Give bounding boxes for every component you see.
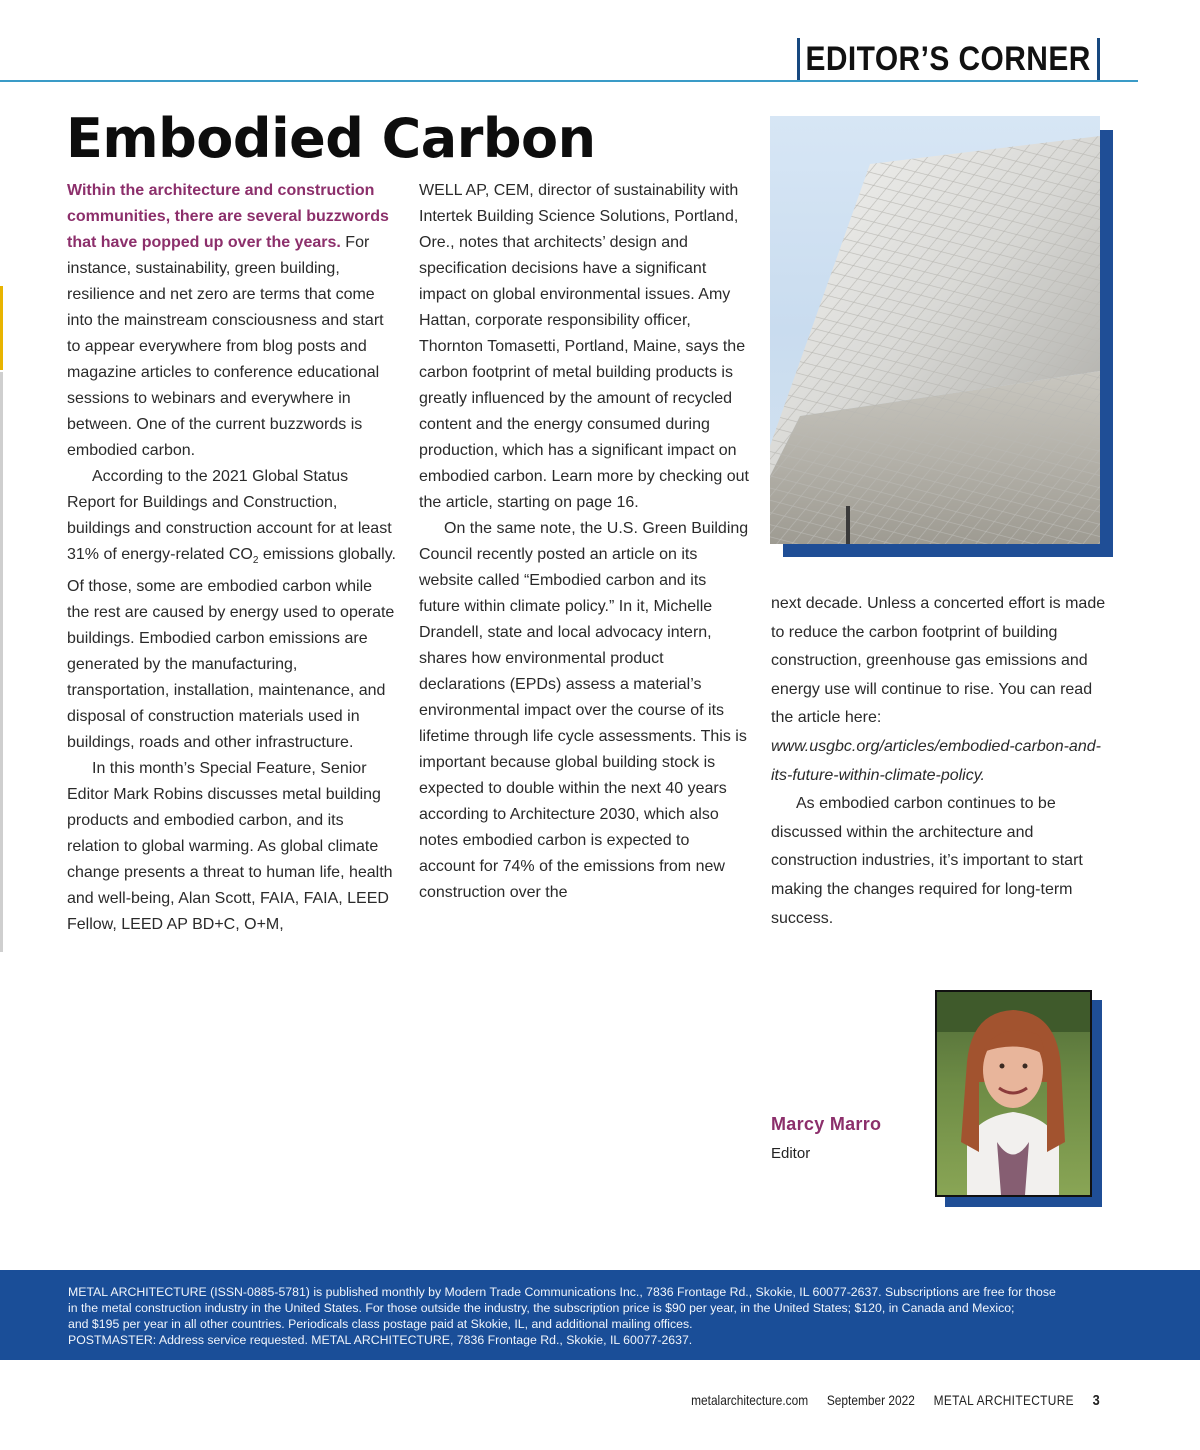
article-column-2 bbox=[419, 178, 749, 906]
paragraph-global-status: According to the 2021 Global Status Report for Buildings and Construction, buildings and construction account for at least 31% of energy-related $CO_2$ emissions globally. Of those, some are embodied carbon while the rest are caused by energy used to operate buildings. Embodied carbon emissions are generated by the manufacturing, transportation, installation, maintenance, and disposal of construction materials used in buildings, roads and other infrastructure. bbox=[67, 468, 396, 752]
section-label: EDITOR’S CORNER bbox=[805, 39, 1092, 78]
section-label-box bbox=[797, 38, 1100, 80]
publication-info: METAL ARCHITECTURE (ISSN-0885-5781) is published monthly by Modern Trade Communications Inc., 7836 Frontage Rd., Skokie, IL 60077-2637. Subscriptions are free for those in the metal construction industry in the United States. For those outside the industry, the subscription price is $90 per year, in the United States; $120, in Canada and Mexico; and $195 per year in all other countries. Periodicals class postage paid at Skokie, IL, and additional mailing offices. POSTMASTER: Address service requested. METAL ARCHITECTURE, 7836 Frontage Rd., Skokie, IL 60077-2637. bbox=[68, 1285, 1056, 1347]
paragraph-closing: As embodied carbon continues to be discussed within the architecture and construction industries, it’s important to start making the changes required for long-term success. bbox=[771, 795, 1083, 927]
page-edge-mark bbox=[0, 372, 3, 952]
paragraph-special-feature: In this month’s Special Feature, Senior Editor Mark Robins discusses metal building products and embodied carbon, and its relation to global warming. As global climate change presents a threat to human life, health and well-being, Alan Scott, FAIA, FAIA, LEED Fellow, LEED AP BD+C, O+M, bbox=[67, 760, 393, 934]
author-role: Editor bbox=[771, 1145, 811, 1162]
header-rule bbox=[0, 80, 1138, 82]
intro-text: For instance, sustainability, green building, resilience and net zero are terms that come into the mainstream consciousness and start to appear everywhere from blog posts and magazine articles to conference educational sessions to webinars and everywhere in between. One of the current buzzwords is embodied carbon. bbox=[67, 234, 384, 459]
article-column-1 bbox=[67, 178, 397, 938]
paragraph-intro bbox=[67, 178, 397, 464]
building-photo bbox=[770, 116, 1100, 544]
building-facade-image bbox=[770, 116, 1100, 544]
author-photo bbox=[935, 990, 1092, 1197]
paragraph-usgbc: On the same note, the U.S. Green Building Council recently posted an article on its website called “Embodied carbon and its future within climate policy.” In it, Michelle Drandell, state and local advocacy intern, shares how environmental product declarations (EPDs) assess a material’s environmental impact over the course of its lifetime through life cycle assessments. This is important because global building stock is expected to double within the next 40 years according to Architecture 2030, which also notes embodied carbon is expected to account for 74% of the emissions from new construction over the bbox=[419, 520, 749, 901]
folio-website[interactable]: metalarchitecture.com bbox=[691, 1392, 809, 1408]
page-edge-mark bbox=[0, 286, 3, 370]
lead-in-text: Within the architecture and construction communities, there are several buzzwords that have popped up over the years. bbox=[67, 182, 389, 251]
folio-publication: METAL ARCHITECTURE bbox=[933, 1392, 1075, 1408]
article-column-3 bbox=[771, 590, 1106, 933]
page-number: 3 bbox=[1092, 1392, 1100, 1409]
folio-date: September 2022 bbox=[827, 1392, 916, 1408]
article-title: Embodied Carbon bbox=[66, 107, 596, 170]
co2-subscript: 2 bbox=[252, 555, 259, 567]
folio bbox=[600, 1392, 1100, 1410]
author-portrait-image bbox=[937, 992, 1090, 1195]
article-link[interactable]: www.usgbc.org/articles/embodied-carbon-and-its-future-within-climate-policy. bbox=[771, 737, 1101, 784]
paragraph-special-feature-cont: WELL AP, CEM, director of sustainability with Intertek Building Science Solutions, Portland, Ore., notes that architects’ design and specification decisions have a significant impact on global environmental issues. Amy Hattan, corporate responsibility officer, Thornton Tomasetti, Portland, Maine, says the carbon footprint of metal building products is greatly influenced by the amount of recycled content and the energy consumed during production, which has a significant impact on embodied carbon. Learn more by checking out the article, starting on page 16. bbox=[419, 182, 749, 511]
paragraph-usgbc-cont: next decade. Unless a concerted effort is made to reduce the carbon footprint of building construction, greenhouse gas emissions and energy use will continue to rise. You can read the article here: www.usgbc.org/articles/embodied-carbon-and-its-future-within-climate-policy. bbox=[771, 595, 1106, 784]
author-name: Marcy Marro bbox=[771, 1114, 882, 1134]
